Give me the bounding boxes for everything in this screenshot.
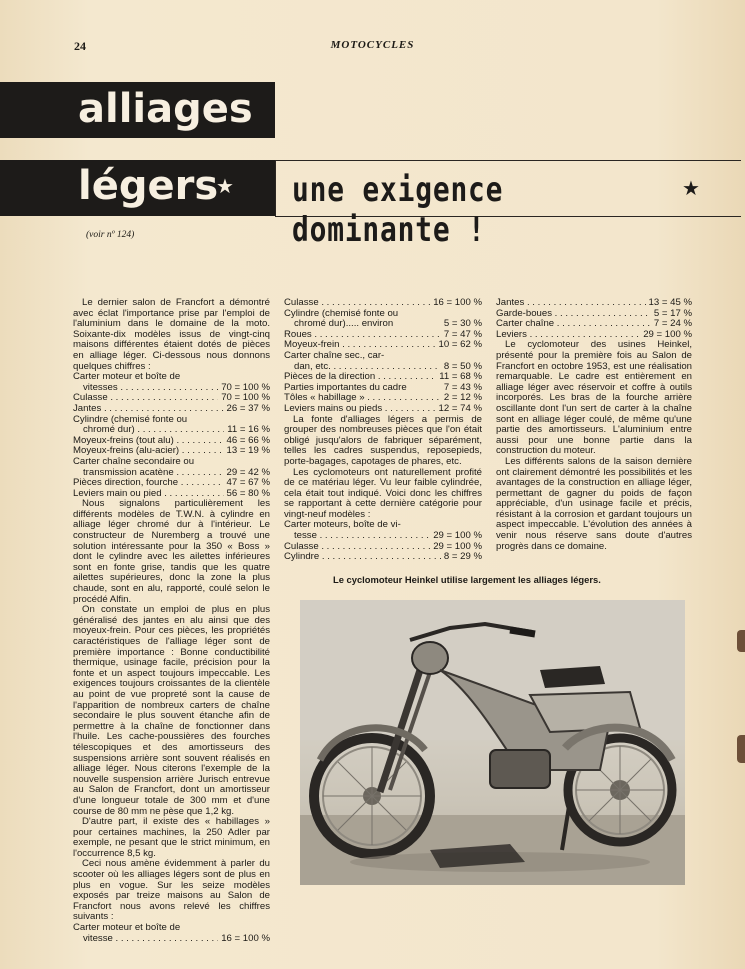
stat-label: Leviers mains ou pieds . . . bbox=[284, 404, 436, 415]
stat-label: Pièces direction, fourche . . . bbox=[73, 478, 224, 489]
stat-value: 12 = 74 % bbox=[438, 402, 482, 414]
stat-value: 8 = 50 % bbox=[443, 360, 482, 372]
stat-label: Moyeux-frein . . . bbox=[284, 340, 436, 351]
stat-value: 7 = 43 % bbox=[443, 381, 482, 393]
stat-value: 7 = 47 % bbox=[443, 328, 482, 340]
stat-row bbox=[284, 404, 482, 415]
stat-label: Leviers . . . bbox=[496, 330, 640, 341]
stats-list bbox=[73, 372, 270, 499]
star-icon: ★ bbox=[216, 174, 234, 198]
paragraph: Les différents salons de la saison dernière ont clairement démontré les possibilités et les avantages de la construction en alliage léger, permettant de gagner du poids de façon appréciable, d'un usinage facile et précis, résistant à la corrosion et gardant toujours un aspect impeccable. L'évolution des années à venir nous réserve sans doute d'autres progrès dans ce domaine. bbox=[496, 455, 692, 552]
stat-value: 29 = 100 % bbox=[643, 328, 692, 340]
stat-label: Carter moteur et boîte de bbox=[73, 372, 181, 383]
stat-value: 29 = 42 % bbox=[226, 466, 270, 478]
stat-value: 13 = 45 % bbox=[648, 297, 692, 308]
title-line-2: légers bbox=[78, 163, 219, 209]
column-3 bbox=[496, 298, 692, 552]
stat-label: Tôles « habillage » . . . bbox=[284, 393, 441, 404]
stat-value: 2 = 12 % bbox=[443, 392, 482, 404]
stat-value bbox=[267, 457, 270, 468]
stat-row bbox=[73, 934, 270, 945]
stat-value: 13 = 19 % bbox=[226, 445, 270, 457]
paragraph: Le dernier salon de Francfort a démontré avec éclat l'importance prise par l'emploi de l'aluminium dans le domaine de la moto. Soixante-dix modèles issus de vingt-cinq maisons différentes étaient dotés de pièces en alliage léger. Ci-dessous nous donnons quelques chiffres : bbox=[73, 297, 270, 372]
stat-value bbox=[479, 351, 482, 362]
stat-row bbox=[73, 404, 270, 415]
stat-label: dan, etc. . . . bbox=[294, 362, 441, 373]
column-2 bbox=[284, 298, 482, 563]
stats-list bbox=[73, 923, 270, 944]
stat-value: 46 = 66 % bbox=[226, 434, 270, 446]
page-number: 24 bbox=[74, 39, 86, 53]
stats-list bbox=[496, 298, 692, 340]
stat-value: 16 = 100 % bbox=[433, 297, 482, 308]
stat-value: 16 = 100 % bbox=[221, 932, 270, 944]
page-edge-mark bbox=[737, 735, 745, 763]
stat-row bbox=[73, 446, 270, 457]
subtitle-rule-top bbox=[275, 160, 741, 161]
running-title: MOTOCYCLES bbox=[330, 39, 415, 51]
column-1 bbox=[73, 298, 270, 944]
moped-photo bbox=[300, 600, 685, 885]
stat-label: Roues . . . bbox=[284, 330, 441, 341]
stat-value: 11 = 16 % bbox=[227, 424, 270, 436]
paragraph: On constate un emploi de plus en plus généralisé des jantes en alu ainsi que des moyeux-frein. Pour ces pièces, les propriétés caractéristiques de l'alliage léger sont de première importance : Bonne conductibilité thermique, usinage facile, précision pour la fonte et un aspect toujours impeccable. Les exigences toujours croissantes de la clientèle au point de vue propreté sont la cause de l'apparition de nombreux carters de chaîne secondaire le plus souvent étanche afin de permettre à la chaîne de fonctionner dans l'huile. Les cache-poussières des fourches télescopiques et des amortisseurs des suspensions arrière sont souvent réalisés en alliage léger. Nous citerons l'exemple de la nouvelle suspension arrière Jurisch entrevue au Salon de Francfort, dont un amortisseur d'une longueur totale de 300 mm et d'une course de 80 mm ne pèse que 1,2 kg. bbox=[73, 604, 270, 817]
stat-row bbox=[284, 552, 482, 563]
stat-label: vitesses . . . bbox=[83, 383, 218, 394]
stat-label: Cylindre (chemisé fonte ou bbox=[73, 414, 188, 425]
stat-label: Culasse . . . bbox=[284, 542, 430, 553]
stat-label: Carter chaîne secondaire ou bbox=[73, 456, 195, 467]
stat-value: 70 = 100 % bbox=[221, 381, 270, 393]
title-line-1: alliages bbox=[78, 86, 253, 132]
stat-row bbox=[284, 298, 482, 309]
photo-caption: Le cyclomoteur Heinkel utilise largement les alliages légers. bbox=[333, 574, 601, 585]
page-edge-mark bbox=[737, 630, 745, 652]
stat-label: Moyeux-freins (alu-acier) . . . bbox=[73, 446, 224, 457]
paragraph: Le cyclomoteur des usines Heinkel, présenté pour la première fois au Salon de Francfort en octobre 1953, est une réalisation remarquable. Le cadre est entièrement en alliage léger avec réservoir et coffre à outils incorporés. Les bras de la fourche arrière oscillante dont l'un sert de carter à la chaîne sont en alliage léger coulé, de même qu'une partie des amortisseurs. L'aluminium entre aussi pour une bonne partie dans la construction du moteur. bbox=[496, 339, 692, 457]
stat-value: 56 = 80 % bbox=[226, 487, 270, 499]
stat-label: Carter moteur et boîte de bbox=[73, 923, 181, 934]
stat-label: Parties importantes du cadre bbox=[284, 382, 407, 393]
stat-row bbox=[73, 457, 270, 468]
stat-value: 26 = 37 % bbox=[226, 402, 270, 414]
stat-value: 7 = 24 % bbox=[653, 318, 692, 330]
stat-value: 47 = 67 % bbox=[226, 477, 270, 489]
stat-label: tesse . . . bbox=[294, 531, 430, 542]
stat-value: 8 = 29 % bbox=[443, 551, 482, 563]
subtitle: une exigence dominante ! bbox=[292, 170, 504, 250]
stat-row bbox=[284, 340, 482, 351]
cross-reference: (voir nº 124) bbox=[86, 230, 135, 240]
stat-label: Pièces de la direction . . . bbox=[284, 372, 436, 383]
stat-label: Garde-boues . . . bbox=[496, 309, 651, 320]
paragraph: D'autre part, il existe des « habillages » pour certaines machines, la 250 Adler par exemple, ne pesant que le strict minimum, en l'occurrence 8,5 kg. bbox=[73, 816, 270, 859]
stats-list bbox=[284, 520, 482, 562]
stat-label: transmission acatène . . . bbox=[83, 468, 224, 479]
stat-label: vitesse . . . bbox=[83, 934, 218, 945]
paragraph: La fonte d'alliages légers a permis de grouper des nombreuses pièces que l'on était obligé jusqu'alors de fabriquer séparément, telles les cadres suspendus, reposepieds, porte-bagages, capotages de phares, etc. bbox=[284, 413, 482, 467]
stat-label: Jantes . . . bbox=[73, 404, 224, 415]
moped-illustration bbox=[300, 600, 685, 885]
stat-value: 10 = 62 % bbox=[438, 339, 482, 351]
stat-label: Cylindre . . . bbox=[284, 552, 441, 563]
stat-row bbox=[496, 298, 692, 309]
stat-row bbox=[284, 351, 482, 362]
stat-label: Carter chaîne sec., car- bbox=[284, 350, 385, 361]
paragraph: Ceci nous amène évidemment à parler du scooter où les alliages légers sont de plus en plus en vogue. Sur les seize modèles exposés par treize maisons au Salon de Francfort nous avons relevé les chiffres suivants : bbox=[73, 858, 270, 923]
stat-label: chromé dur)..... environ bbox=[294, 319, 394, 330]
paragraph: Les cyclomoteurs ont naturellement profité de ce matériau léger. Vu leur faible cylindrée, cela était tout indiqué. Voici donc les chiffres se rapportant à cette dernière catégorie pour vingt-neuf modèles : bbox=[284, 466, 482, 520]
stat-value: 29 = 100 % bbox=[433, 530, 482, 542]
subtitle-rule-left bbox=[275, 160, 276, 216]
stats-list bbox=[284, 298, 482, 415]
stat-value: 5 = 17 % bbox=[653, 307, 692, 319]
stat-label: Carter chaîne . . . bbox=[496, 319, 651, 330]
stat-label: Culasse . . . bbox=[73, 393, 218, 404]
paragraph: Nous signalons particulièrement les différents modèles de T.W.N. à cylindre en alliage léger chromé dur à l'intérieur. Le constructeur de Nuremberg a trouvé une solution intéressante pour la 350 « Boss » dont le cylindre avec les ailettes inférieures sont en fonte grise, tandis que les quatre ailettes supérieures, donc la zone la plus chaude, sont en alu, rapporté, coulé selon le procédé Alfin. bbox=[73, 498, 270, 605]
stat-label: Jantes . . . bbox=[496, 298, 646, 309]
star-icon: ★ bbox=[682, 176, 700, 200]
stat-value: 11 = 68 % bbox=[439, 371, 482, 383]
stat-value: 29 = 100 % bbox=[433, 540, 482, 552]
stat-label: Carter moteurs, boîte de vi- bbox=[284, 520, 401, 531]
stat-label: Cylindre (chemisé fonte ou bbox=[284, 308, 399, 319]
stat-label: Leviers main ou pied . . . bbox=[73, 489, 224, 500]
stat-value: 5 = 30 % bbox=[443, 318, 482, 330]
stat-value: 70 = 100 % bbox=[221, 392, 270, 404]
stat-label: Moyeux-freins (tout alu) . . . bbox=[73, 436, 224, 447]
stat-label: Culasse . . . bbox=[284, 298, 430, 309]
stat-label: chromé dur) . . . bbox=[83, 425, 224, 436]
